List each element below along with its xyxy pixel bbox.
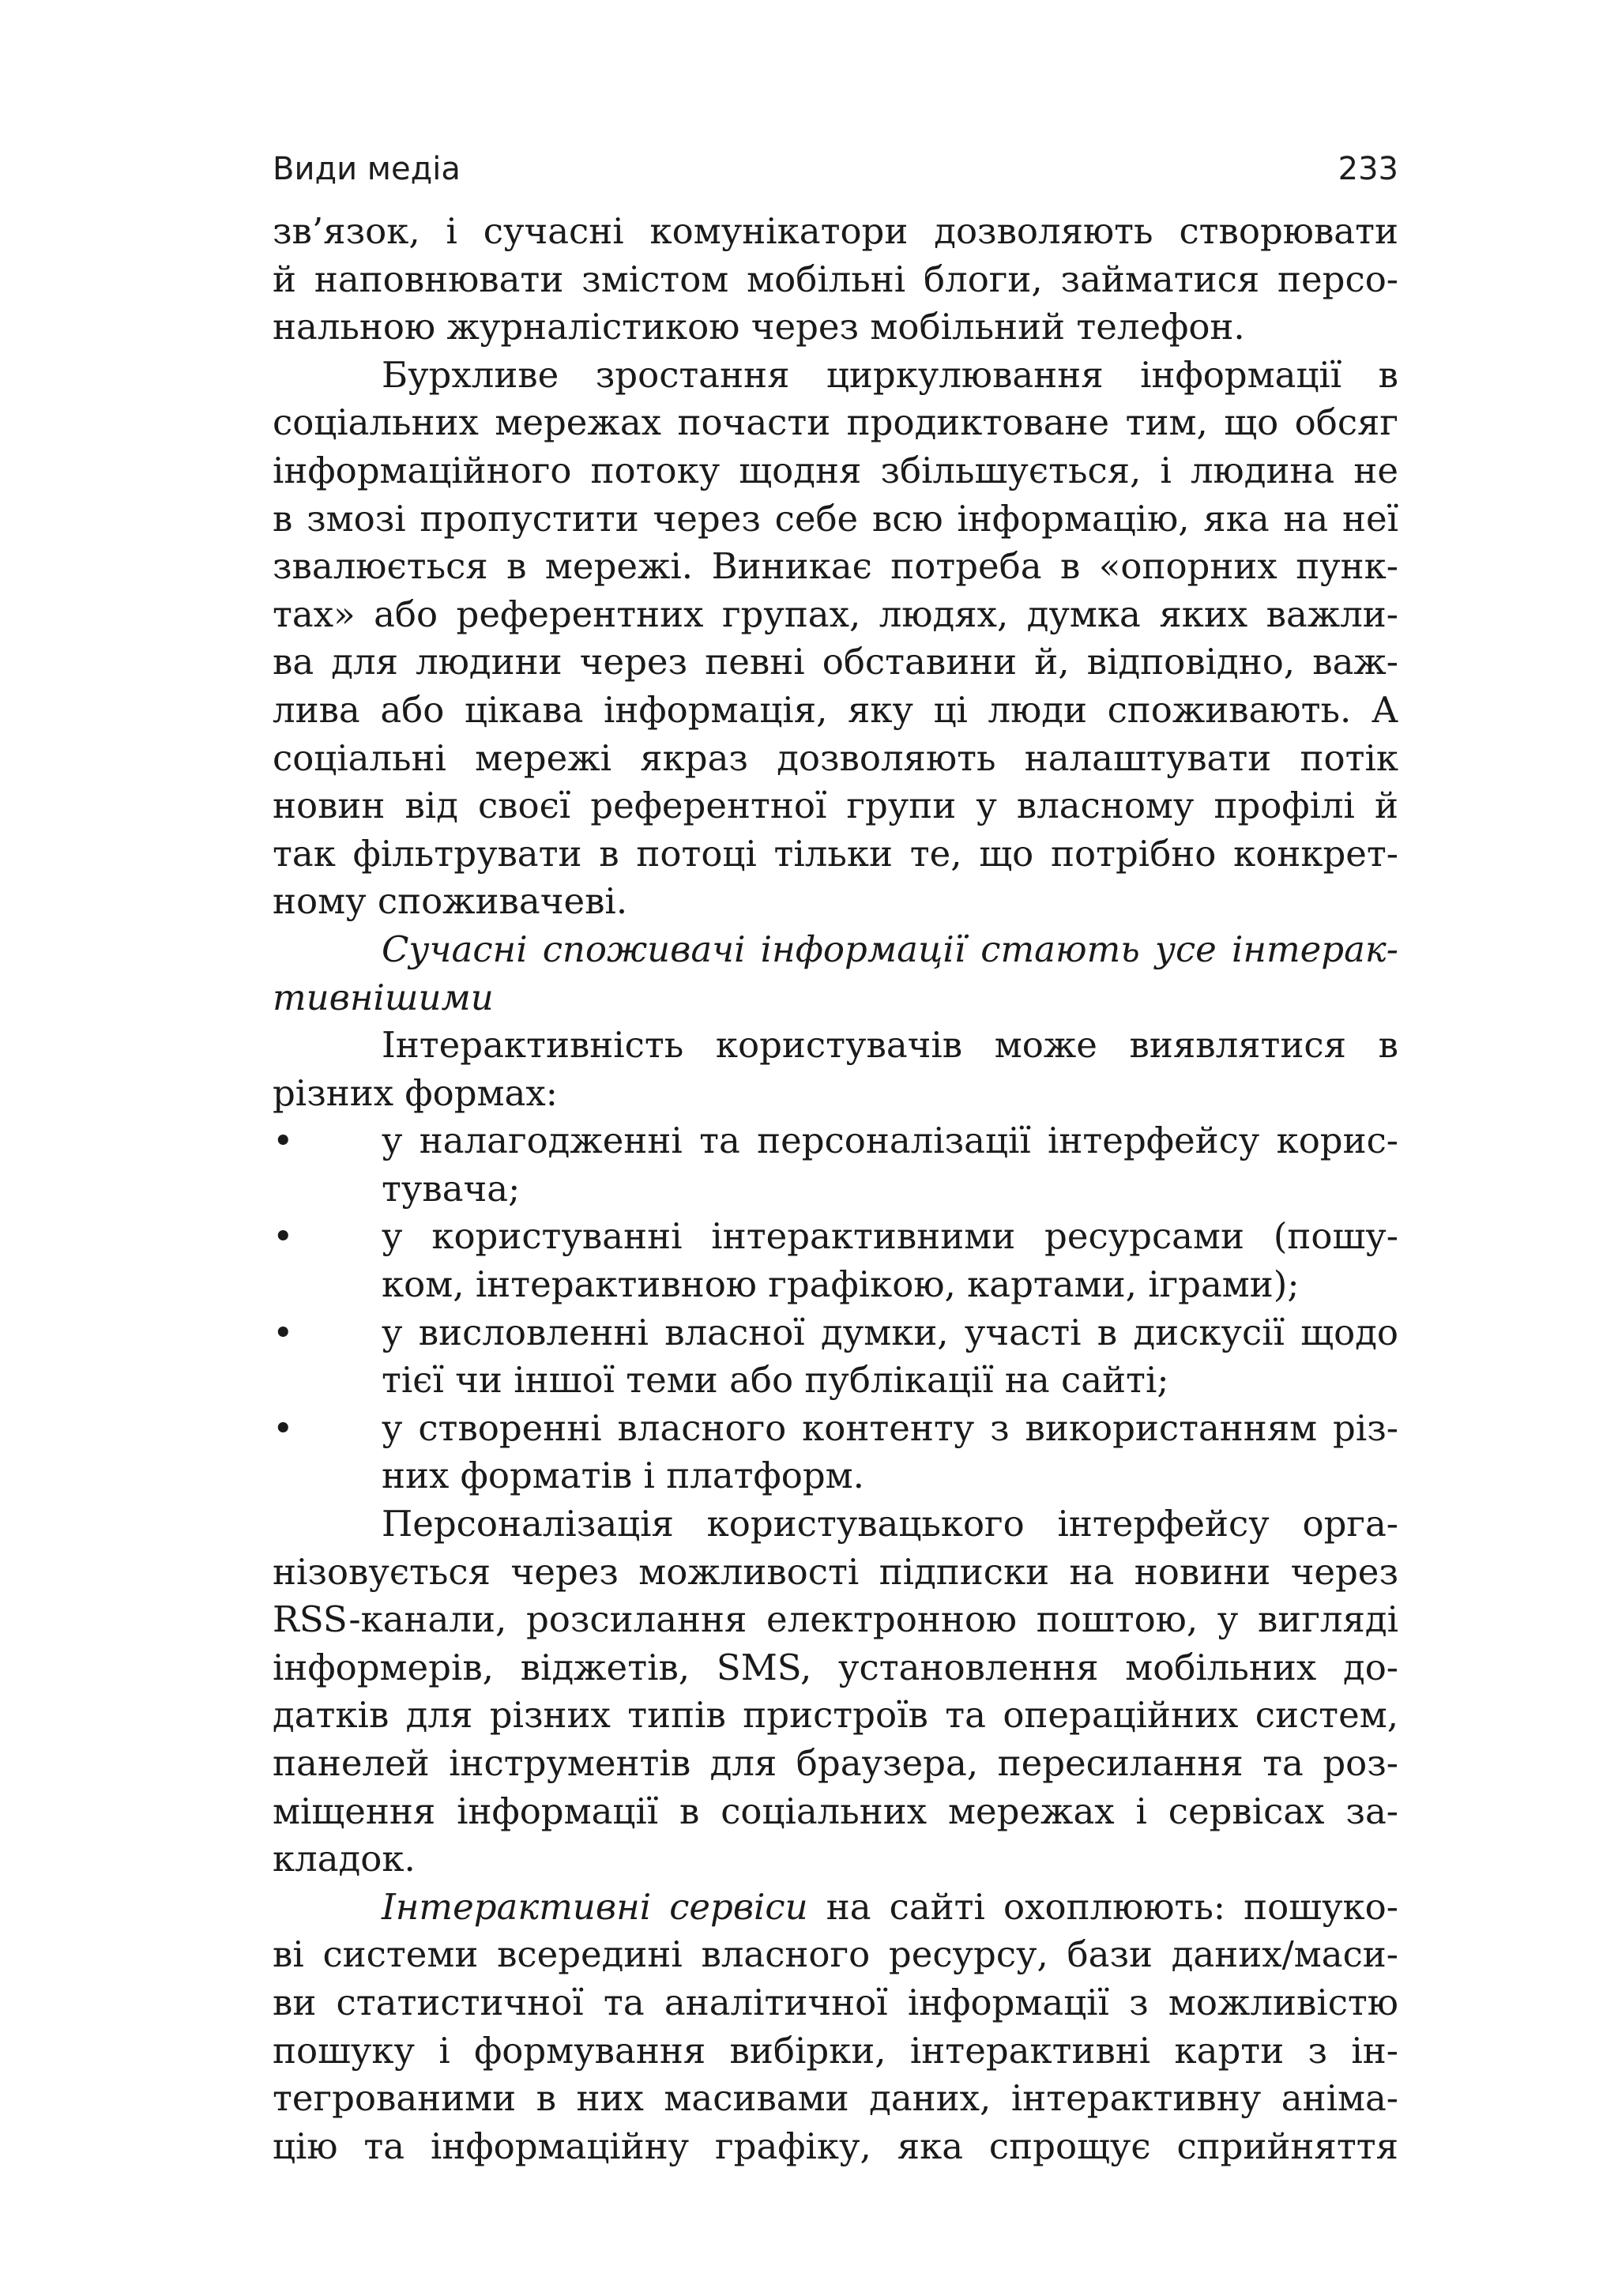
line-text: пошуку і формування вибірки, інтерактивні карти з ін- <box>273 2029 1398 2072</box>
text-line <box>273 1692 1398 1740</box>
text-line <box>273 591 1398 639</box>
line-text: тієї чи іншої теми або публікації на сайті; <box>382 1359 1169 1402</box>
line-text: соціальні мережі якраз дозволяють налаштувати потік <box>273 736 1398 779</box>
line-text: міщення інформації в соціальних мережах і сервісах за- <box>273 1790 1398 1832</box>
text-line <box>273 447 1398 495</box>
text-line <box>273 1979 1398 2027</box>
line-text: Персоналізація користувацького інтерфейсу орга- <box>382 1503 1398 1545</box>
text-line <box>273 1884 1398 1932</box>
line-text: цію та інформаційну графіку, яка спрощує сприйняття <box>273 2125 1398 2167</box>
text-line <box>273 2123 1398 2171</box>
line-text: датків для різних типів пристроїв та операційних систем, <box>273 1694 1398 1737</box>
line-text: них форматів і платформ. <box>382 1455 864 1497</box>
text-line <box>273 1261 1398 1309</box>
line-text: звалюється в мережі. Виникає потреба в «опорних пунк- <box>273 545 1398 588</box>
line-text: тувача; <box>382 1167 521 1210</box>
running-head <box>273 147 1398 191</box>
bullet-marker: • <box>273 1120 294 1162</box>
text-line <box>273 1070 1398 1118</box>
bullet-text: у налагодженні та персоналізації інтерфейсу корис- <box>382 1120 1398 1162</box>
bullet-marker: • <box>273 1311 294 1353</box>
text-line <box>273 399 1398 447</box>
text-line <box>273 1357 1398 1405</box>
line-text: інформерів, віджетів, SMS, установлення мобільних до- <box>273 1646 1398 1688</box>
bullet-item <box>273 1405 1398 1453</box>
line-text: ному споживачеві. <box>273 880 628 923</box>
line-text: нізовується через можливості підписки на новини через <box>273 1550 1398 1593</box>
text-line <box>273 1931 1398 1979</box>
line-text: нальною журналістикою через мобільний телефон. <box>273 306 1245 348</box>
body-text <box>273 208 1398 2170</box>
line-text: ва для людини через певні обставини й, відповідно, важ- <box>273 641 1398 683</box>
text-line <box>273 735 1398 783</box>
line-text: Інтерактивність користувачів може виявлятися в <box>382 1024 1398 1067</box>
line-text: в змозі пропустити через себе всю інформацію, яка на неї <box>273 497 1398 540</box>
line-text: лива або цікава інформація, яку ці люди споживають. А <box>273 688 1398 731</box>
text-line <box>273 352 1398 400</box>
page-number: 233 <box>1338 151 1398 187</box>
line-text: на сайті охоплюють: пошуко- <box>807 1885 1398 1928</box>
line-text: новин від своєї референтної групи у власному профілі й <box>273 785 1398 827</box>
text-line <box>273 1835 1398 1884</box>
line-text: й наповнювати змістом мобільні блоги, займатися персо- <box>273 258 1398 300</box>
line-text: соціальних мережах почасти продиктоване тим, що обсяг <box>273 401 1398 444</box>
line-text: кладок. <box>273 1838 416 1880</box>
line-text: Сучасні споживачі інформації стають усе інтерак- <box>382 928 1398 970</box>
text-line <box>273 495 1398 544</box>
text-line <box>273 1596 1398 1644</box>
bullet-item <box>273 1213 1398 1261</box>
text-line <box>273 1452 1398 1500</box>
bullet-marker: • <box>273 1406 294 1449</box>
line-text: тах» або референтних групах, людях, думка яких важли- <box>273 593 1398 635</box>
line-text: різних формах: <box>273 1071 558 1114</box>
text-line <box>273 974 1398 1022</box>
line-text: ком, інтерактивною графікою, картами, іграми); <box>382 1263 1300 1306</box>
bullet-text: у користуванні інтерактивними ресурсами (пошу- <box>382 1215 1398 1258</box>
text-line <box>273 2027 1398 2076</box>
text-line <box>273 1644 1398 1692</box>
text-line <box>273 926 1398 974</box>
line-text: тивнішими <box>273 976 494 1018</box>
line-text: RSS-канали, розсилання електронною поштою, у вигляді <box>273 1598 1398 1641</box>
text-line <box>273 878 1398 926</box>
text-line <box>273 1549 1398 1597</box>
text-line <box>273 1740 1398 1788</box>
bullet-text: у створенні власного контенту з використанням різ- <box>382 1406 1398 1449</box>
line-text: інформаційного потоку щодня збільшується, і людина не <box>273 449 1398 491</box>
italic-term: Інтерактивні сервіси <box>382 1885 808 1928</box>
bullet-item <box>273 1117 1398 1165</box>
line-text: зв’язок, і сучасні комунікатори дозволяють створювати <box>273 210 1398 252</box>
text-line <box>273 256 1398 304</box>
text-line <box>273 1788 1398 1836</box>
text-line <box>273 208 1398 256</box>
text-line <box>273 638 1398 687</box>
bullet-marker: • <box>273 1215 294 1258</box>
section-title: Види медіа <box>273 151 461 187</box>
text-line <box>273 1500 1398 1549</box>
line-text: Бурхливе зростання циркулювання інформації в <box>382 353 1398 396</box>
line-text: ві системи всередині власного ресурсу, бази даних/маси- <box>273 1933 1398 1976</box>
text-line <box>273 543 1398 591</box>
text-line <box>273 2075 1398 2123</box>
line-text: тегрованими в них масивами даних, інтерактивну аніма- <box>273 2077 1398 2120</box>
line-text: так фільтрувати в потоці тільки те, що потрібно конкрет- <box>273 832 1398 875</box>
text-line <box>273 1022 1398 1070</box>
line-text: панелей інструментів для браузера, пересилання та роз- <box>273 1742 1398 1784</box>
text-line <box>273 687 1398 735</box>
text-line <box>273 782 1398 830</box>
bullet-item <box>273 1309 1398 1357</box>
line-text: ви статистичної та аналітичної інформації з можливістю <box>273 1981 1398 2023</box>
bullet-text: у висловленні власної думки, участі в дискусії щодо <box>382 1311 1398 1353</box>
text-line <box>273 1165 1398 1214</box>
text-line <box>273 303 1398 352</box>
text-line <box>273 830 1398 879</box>
